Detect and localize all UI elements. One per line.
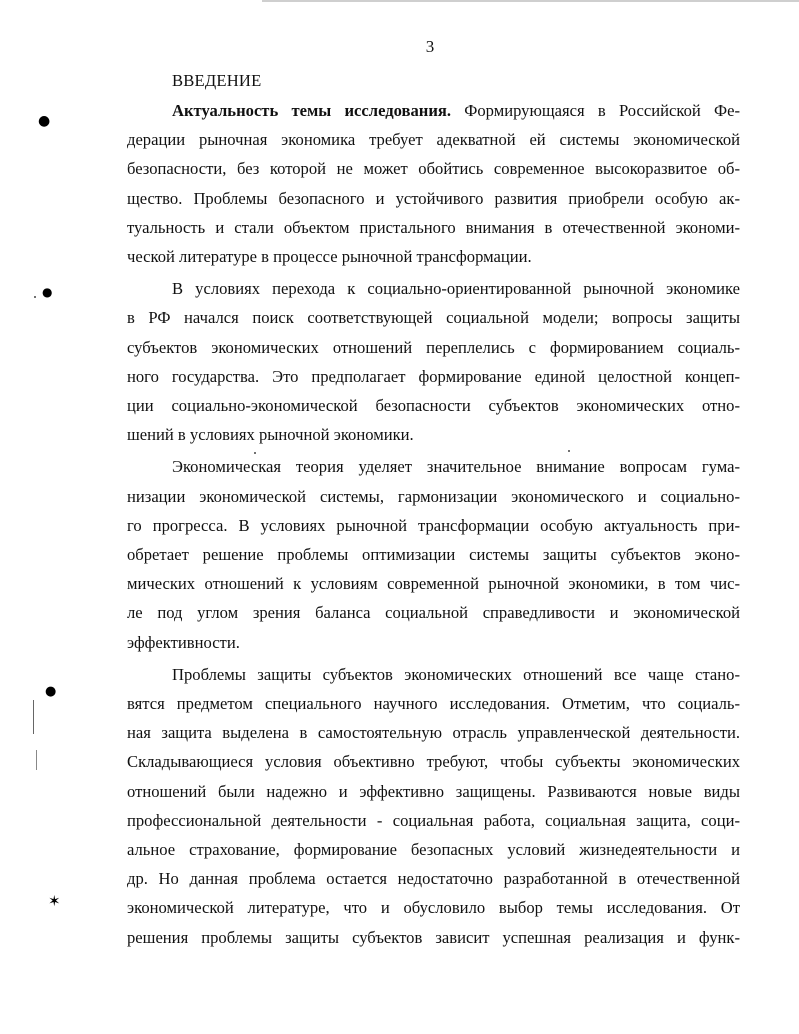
text-line: обретает решение проблемы оптимизации системы защиты субъектов эконо- xyxy=(127,545,740,565)
text-line-rest: Формирующаяся в Российской Фе- xyxy=(451,101,740,120)
scan-artifact-icon: ● xyxy=(45,684,57,699)
text-line: экономической литературе, что и обусловило выбор темы исследования. От xyxy=(127,898,740,918)
scan-speck xyxy=(568,450,570,452)
scan-line-mark xyxy=(33,700,34,734)
text-line: Экономическая теория уделяет значительное внимание вопросам гума- xyxy=(172,457,740,477)
text-line: др. Но данная проблема остается недостаточно разработанной в отечественной xyxy=(127,869,740,889)
text-line: ного государства. Это предполагает формирование единой целостной концеп- xyxy=(127,366,740,386)
text-line: субъектов экономических отношений переплелись с формированием социаль- xyxy=(127,337,740,357)
text-line: отношений были надежно и эффективно защищены. Развиваются новые виды xyxy=(127,781,740,801)
text-line: ная защита выделена в самостоятельную отрасль управленческой деятельности. xyxy=(127,723,740,743)
text-line: Проблемы защиты субъектов экономических отношений все чаще стано- xyxy=(172,664,740,684)
page-number: 3 xyxy=(425,37,435,56)
text-line: в РФ начался поиск соответствующей социальной модели; вопросы защиты xyxy=(127,308,740,328)
text-line: профессиональной деятельности - социальная работа, социальная защита, соци- xyxy=(127,810,740,830)
text-line: шений в условиях рыночной экономики. xyxy=(127,425,414,445)
scan-speck xyxy=(34,296,36,298)
text-line: мических отношений к условиям современной рыночной экономики, в том чис- xyxy=(127,574,740,594)
text-line: безопасности, без которой не может обойтись современное высокоразвитое об- xyxy=(127,159,740,179)
text-line: вятся предметом специального научного исследования. Отметим, что социаль- xyxy=(127,694,740,714)
text-line: Складывающиеся условия объективно требуют, чтобы субъекты экономических xyxy=(127,752,740,772)
text-line: ле под углом зрения баланса социальной справедливости и экономической xyxy=(127,603,740,623)
scan-speck xyxy=(254,452,256,454)
text-line: В условиях перехода к социально-ориентированной рыночной экономике xyxy=(172,279,740,299)
text-line: эффективности. xyxy=(127,632,240,652)
text-line: ческой литературе в процессе рыночной трансформации. xyxy=(127,247,532,267)
section-title: ВВЕДЕНИЕ xyxy=(172,71,262,90)
paragraph-transition xyxy=(127,274,740,449)
scan-artifact-icon: ✶ xyxy=(48,892,61,910)
bold-lead: Актуальность темы исследования. xyxy=(172,101,452,120)
text-line: туальность и стали объектом пристального внимания в отечественной экономи- xyxy=(127,217,740,237)
scan-artifact-icon: ● xyxy=(42,285,53,299)
text-line: ции социально-экономической безопасности субъектов экономических отно- xyxy=(127,396,740,416)
text-line: решения проблемы защиты субъектов зависит успешная реализация и функ- xyxy=(127,927,740,947)
paragraph-protection xyxy=(127,660,740,952)
text-line: низации экономической системы, гармонизации экономического и социально- xyxy=(127,486,740,506)
paragraph-relevance xyxy=(127,96,740,271)
scan-artifact-icon: ● xyxy=(38,113,51,129)
text-line: го прогресса. В условиях рыночной трансформации особую актуальность при- xyxy=(127,515,740,535)
body-text xyxy=(127,96,740,952)
text-line: дерации рыночная экономика требует адекватной ей системы экономической xyxy=(127,130,740,150)
scan-top-edge xyxy=(262,0,799,2)
text-line: щество. Проблемы безопасного и устойчивого развития приобрели особую ак- xyxy=(127,188,740,208)
scan-line-mark xyxy=(36,750,37,770)
paragraph-theory xyxy=(127,452,740,656)
text-line: альное страхование, формирование безопасных условий жизнедеятельности и xyxy=(127,840,740,860)
text-line xyxy=(127,96,740,125)
